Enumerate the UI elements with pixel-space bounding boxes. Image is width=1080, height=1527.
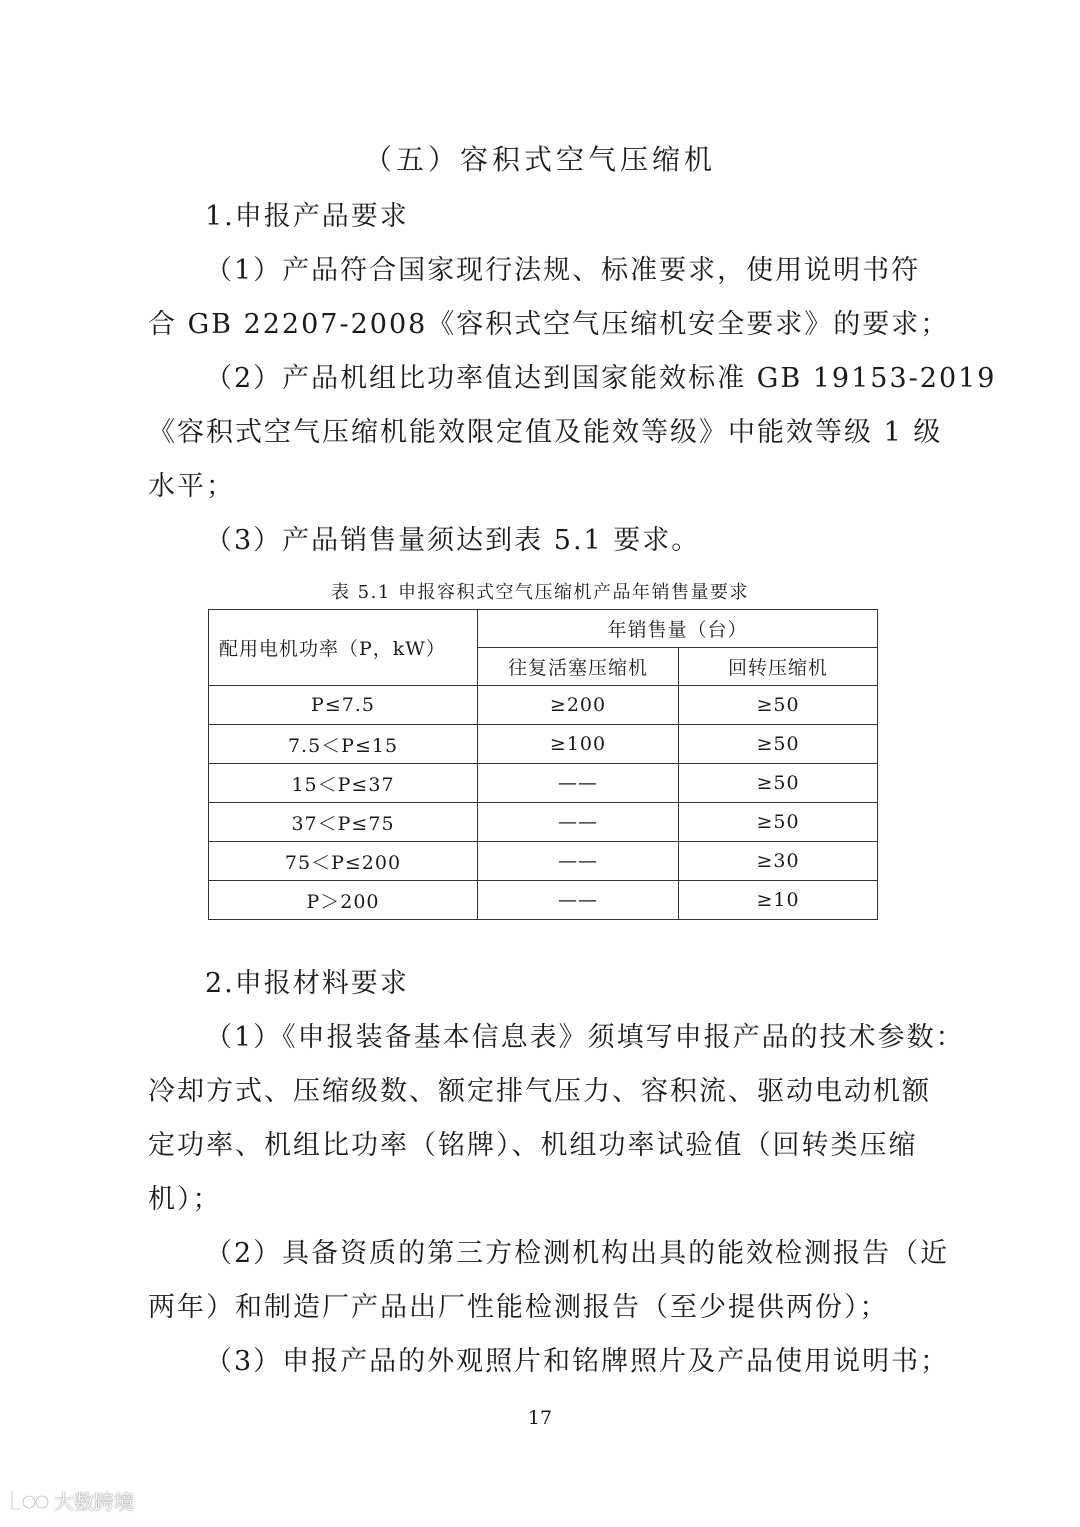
rotary-cell: ≥30 <box>679 842 878 881</box>
table-row <box>209 764 878 803</box>
recip-cell: —— <box>478 803 679 842</box>
header-power: 配用电机功率（P，kW） <box>209 610 478 686</box>
section-title: （五）容积式空气压缩机 <box>363 143 716 176</box>
req2-line3: 水平； <box>148 471 235 502</box>
rotary-cell: ≥10 <box>679 881 878 920</box>
power-cell: 7.5＜P≤15 <box>209 725 478 764</box>
watermark-text: 大数跨境 <box>54 1490 134 1514</box>
power-cell: 75＜P≤200 <box>209 842 478 881</box>
header-rotary: 回转压缩机 <box>679 648 878 686</box>
recip-cell: —— <box>478 842 679 881</box>
table-row <box>209 725 878 764</box>
table-row <box>209 686 878 725</box>
watermark-logo-icon <box>8 1487 50 1515</box>
header-reciprocating: 往复活塞压缩机 <box>478 648 679 686</box>
watermark <box>8 1486 134 1515</box>
sales-requirement-table <box>208 609 878 920</box>
recip-cell: ≥100 <box>478 725 679 764</box>
req1-line1: （1）产品符合国家现行法规、标准要求，使用说明书符 <box>205 255 921 286</box>
item1-line2: 冷却方式、压缩级数、额定排气压力、容积流、驱动电动机额 <box>148 1076 931 1107</box>
table-row <box>209 842 878 881</box>
rotary-cell: ≥50 <box>679 764 878 803</box>
header-annual-sales: 年销售量（台） <box>478 610 878 648</box>
item2-line1: （2）具备资质的第三方检测机构出具的能效检测报告（近 <box>205 1238 950 1269</box>
item1-line3: 定功率、机组比功率（铭牌）、机组功率试验值（回转类压缩 <box>148 1130 918 1161</box>
page-number: 17 <box>527 1407 553 1429</box>
table-row <box>209 881 878 920</box>
table-caption: 表 5.1 申报容积式空气压缩机产品年销售量要求 <box>330 582 750 603</box>
item1-line1: （1）《申报装备基本信息表》须填写申报产品的技术参数： <box>205 1022 965 1053</box>
req1-line2: 合 GB 22207-2008《容积式空气压缩机安全要求》的要求； <box>148 309 950 340</box>
recip-cell: —— <box>478 764 679 803</box>
rotary-cell: ≥50 <box>679 686 878 725</box>
part1-heading: 1.申报产品要求 <box>205 201 409 232</box>
recip-cell: —— <box>478 881 679 920</box>
rotary-cell: ≥50 <box>679 803 878 842</box>
power-cell: P≤7.5 <box>209 686 478 725</box>
power-cell: P＞200 <box>209 881 478 920</box>
table-row <box>209 803 878 842</box>
item1-line4: 机）； <box>148 1184 222 1215</box>
item3-line1: （3）申报产品的外观照片和铭牌照片及产品使用说明书； <box>205 1346 950 1377</box>
recip-cell: ≥200 <box>478 686 679 725</box>
power-cell: 37＜P≤75 <box>209 803 478 842</box>
rotary-cell: ≥50 <box>679 725 878 764</box>
part2-heading: 2.申报材料要求 <box>205 968 409 999</box>
req2-line1: （2）产品机组比功率值达到国家能效标准 GB 19153-2019 <box>205 363 997 394</box>
power-cell: 15＜P≤37 <box>209 764 478 803</box>
req3-line1: （3）产品销售量须达到表 5.1 要求。 <box>205 525 701 556</box>
req2-line2: 《容积式空气压缩机能效限定值及能效等级》中能效等级 1 级 <box>148 417 943 448</box>
item2-line2: 两年）和制造厂产品出厂性能检测报告（至少提供两份）； <box>148 1292 889 1323</box>
